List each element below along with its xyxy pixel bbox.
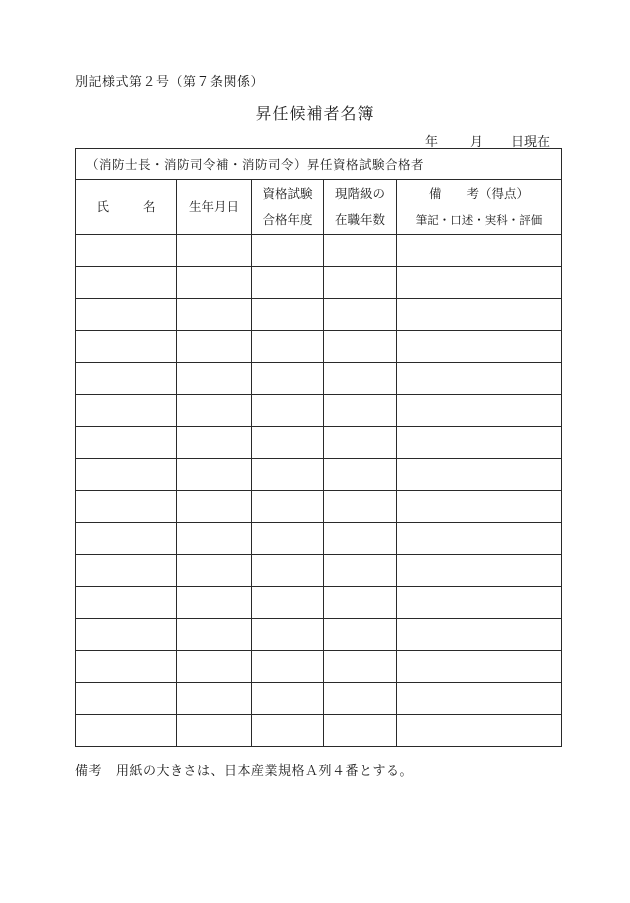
table-cell	[177, 267, 252, 299]
table-cell	[252, 619, 324, 651]
table-cell	[324, 395, 397, 427]
table-cell	[76, 683, 177, 715]
table-cell	[252, 299, 324, 331]
table-cell	[324, 363, 397, 395]
table-cell	[397, 363, 562, 395]
footer-remarks	[75, 760, 413, 779]
table-row	[76, 523, 562, 555]
column-header-remarks	[397, 180, 562, 235]
table-cell	[76, 555, 177, 587]
name-header-part1: 氏	[96, 199, 109, 214]
table-cell	[252, 395, 324, 427]
remarks-label: 備考	[75, 764, 103, 779]
table-cell	[177, 299, 252, 331]
table-cell	[324, 299, 397, 331]
table-cell	[324, 555, 397, 587]
table-cell	[177, 331, 252, 363]
table-cell	[76, 619, 177, 651]
table-row	[76, 587, 562, 619]
table-row	[76, 267, 562, 299]
table-row	[76, 491, 562, 523]
table-cell	[177, 683, 252, 715]
table-cell	[324, 267, 397, 299]
table-cell	[252, 491, 324, 523]
remarks-text: 用紙の大きさは、日本産業規格Ａ列４番とする。	[116, 764, 414, 779]
table-cell	[177, 587, 252, 619]
table-cell	[324, 715, 397, 747]
column-header-birthdate: 生年月日	[177, 180, 252, 235]
exam-year-line2: 合格年度	[262, 212, 313, 227]
table-cell	[397, 651, 562, 683]
table-cell	[252, 267, 324, 299]
table-cell	[177, 395, 252, 427]
date-day-label: 日現在	[511, 135, 551, 150]
table-cell	[397, 715, 562, 747]
table-row	[76, 715, 562, 747]
table-caption-row	[76, 149, 562, 180]
column-header-name	[76, 180, 177, 235]
table-cell	[177, 619, 252, 651]
table-row	[76, 459, 562, 491]
exam-year-line1: 資格試験	[262, 186, 313, 201]
table-cell	[177, 715, 252, 747]
table-cell	[324, 459, 397, 491]
table-cell	[397, 619, 562, 651]
table-cell	[324, 523, 397, 555]
table-cell	[397, 299, 562, 331]
table-row	[76, 683, 562, 715]
table-cell	[324, 619, 397, 651]
table-cell	[76, 267, 177, 299]
table-cell	[252, 555, 324, 587]
table-cell	[397, 459, 562, 491]
table-cell	[397, 395, 562, 427]
table-cell	[76, 299, 177, 331]
table-cell	[76, 715, 177, 747]
table-row	[76, 555, 562, 587]
table-row	[76, 235, 562, 267]
table-cell	[76, 587, 177, 619]
table-row	[76, 651, 562, 683]
name-header-part2: 名	[143, 199, 156, 214]
table-header-row	[76, 180, 562, 235]
table-cell	[177, 523, 252, 555]
date-line	[420, 131, 560, 150]
table-cell	[76, 427, 177, 459]
date-year-label: 年	[425, 135, 439, 150]
table-cell	[177, 555, 252, 587]
remarks-header-line2: 筆記・口述・実科・評価	[415, 213, 543, 227]
document-title: 昇任候補者名簿	[255, 104, 375, 123]
table-cell	[252, 427, 324, 459]
table-cell	[76, 491, 177, 523]
table-cell	[397, 267, 562, 299]
table-cell	[252, 715, 324, 747]
date-month-label: 月	[470, 135, 484, 150]
tenure-line2: 在職年数	[334, 212, 385, 227]
table-cell	[324, 331, 397, 363]
tenure-line1: 現階級の	[334, 186, 385, 201]
table-row	[76, 427, 562, 459]
table-cell	[324, 427, 397, 459]
table-cell	[76, 235, 177, 267]
table-cell	[252, 683, 324, 715]
table-cell	[324, 683, 397, 715]
table-cell	[324, 491, 397, 523]
table-cell	[252, 651, 324, 683]
table-cell	[324, 587, 397, 619]
remarks-header-line1: 備 考（得点）	[429, 186, 530, 201]
table-row	[76, 619, 562, 651]
table-cell	[252, 587, 324, 619]
column-header-exam-year	[252, 180, 324, 235]
table-cell	[177, 651, 252, 683]
table-cell	[397, 491, 562, 523]
table-cell	[397, 427, 562, 459]
table-cell	[76, 331, 177, 363]
table-cell	[76, 651, 177, 683]
table-cell	[397, 523, 562, 555]
table-cell	[177, 491, 252, 523]
table-cell	[397, 331, 562, 363]
table-cell	[76, 395, 177, 427]
column-header-tenure	[324, 180, 397, 235]
table-cell	[397, 683, 562, 715]
table-cell	[76, 363, 177, 395]
candidate-roster-table	[75, 148, 562, 747]
table-cell	[324, 651, 397, 683]
table-body	[76, 235, 562, 747]
table-row	[76, 331, 562, 363]
table-cell	[252, 363, 324, 395]
table-cell	[76, 459, 177, 491]
table-caption: （消防士長・消防司令補・消防司令）昇任資格試験合格者	[76, 149, 562, 180]
form-number: 別記様式第２号（第７条関係）	[75, 75, 265, 90]
table-cell	[252, 235, 324, 267]
table-cell	[177, 459, 252, 491]
table-cell	[252, 331, 324, 363]
table-cell	[177, 363, 252, 395]
table-row	[76, 299, 562, 331]
table-cell	[177, 427, 252, 459]
table-cell	[252, 459, 324, 491]
table-cell	[252, 523, 324, 555]
table-cell	[397, 587, 562, 619]
table-cell	[397, 555, 562, 587]
table-cell	[397, 235, 562, 267]
table-row	[76, 395, 562, 427]
table-row	[76, 363, 562, 395]
table-cell	[177, 235, 252, 267]
table-cell	[324, 235, 397, 267]
table-cell	[76, 523, 177, 555]
